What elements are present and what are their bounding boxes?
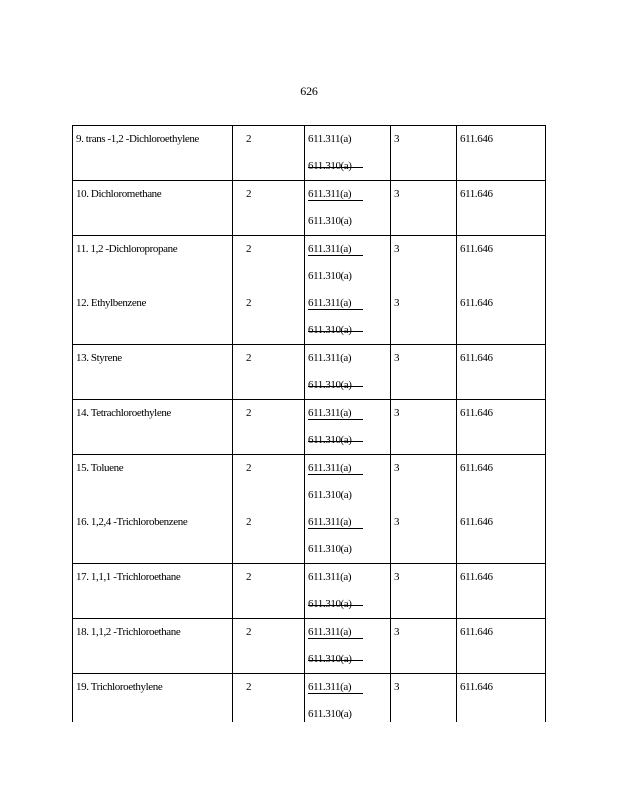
method-label: 611.646 (460, 407, 493, 419)
method-label: 611.646 (460, 516, 493, 528)
section-ref-new: 611.311(a) (308, 352, 352, 364)
method-label: 611.646 (460, 626, 493, 638)
section-ref-old: 611.310(a) (308, 215, 352, 227)
method-section (457, 126, 546, 181)
group-value: 2 (246, 462, 252, 474)
method-label: 611.646 (460, 133, 493, 145)
contaminant-name (73, 509, 233, 564)
contaminant-name (73, 345, 233, 400)
method-section (457, 290, 546, 345)
section-reference (305, 509, 391, 564)
method-label: 611.646 (460, 462, 493, 474)
table-row (73, 674, 546, 729)
group-value: 2 (246, 681, 252, 693)
group-number (233, 345, 305, 400)
section-ref-new: 611.311(a) (308, 682, 363, 694)
group-number (233, 400, 305, 455)
frequency-value (391, 674, 457, 729)
group-value: 2 (246, 297, 252, 309)
method-label: 611.646 (460, 188, 493, 200)
section-ref-new: 611.311(a) (308, 189, 363, 201)
contaminant-label: 16. 1,2,4 -Trichlorobenzene (76, 516, 188, 528)
method-label: 611.646 (460, 243, 493, 255)
page-number: 626 (300, 84, 318, 98)
section-ref-old: 611.310(a) (308, 654, 363, 665)
frequency-label: 3 (394, 407, 400, 419)
group-number (233, 181, 305, 236)
section-reference (305, 181, 391, 236)
method-section (457, 455, 546, 510)
section-ref-new: 611.311(a) (308, 408, 363, 420)
table-row (73, 290, 546, 345)
frequency-label: 3 (394, 243, 400, 255)
section-ref-new: 611.311(a) (308, 133, 352, 145)
frequency-label: 3 (394, 571, 400, 583)
method-label: 611.646 (460, 352, 493, 364)
contaminant-name (73, 619, 233, 674)
frequency-value (391, 181, 457, 236)
section-ref-old: 611.310(a) (308, 543, 352, 555)
contaminant-label: 10. Dichloromethane (76, 188, 162, 200)
section-ref-new: 611.311(a) (308, 244, 363, 256)
method-section (457, 236, 546, 291)
contaminant-name (73, 400, 233, 455)
group-number (233, 564, 305, 619)
table-row (73, 181, 546, 236)
frequency-value (391, 126, 457, 181)
table-row (73, 236, 546, 291)
contaminant-name (73, 290, 233, 345)
contaminant-label: 19. Trichloroethylene (76, 681, 163, 693)
frequency-label: 3 (394, 681, 400, 693)
table-row (73, 564, 546, 619)
frequency-label: 3 (394, 133, 400, 145)
group-number (233, 455, 305, 510)
table-body (73, 126, 546, 729)
frequency-value (391, 290, 457, 345)
table-row (73, 400, 546, 455)
method-label: 611.646 (460, 681, 493, 693)
section-ref-old: 611.310(a) (308, 325, 363, 336)
method-section (457, 674, 546, 729)
group-value: 2 (246, 352, 252, 364)
frequency-label: 3 (394, 297, 400, 309)
group-number (233, 509, 305, 564)
contaminant-label: 12. Ethylbenzene (76, 297, 146, 309)
group-number (233, 126, 305, 181)
method-section (457, 345, 546, 400)
section-reference (305, 126, 391, 181)
page-bottom-margin (0, 722, 618, 800)
section-reference (305, 345, 391, 400)
contaminant-name (73, 181, 233, 236)
section-reference (305, 455, 391, 510)
frequency-value (391, 619, 457, 674)
section-ref-new: 611.311(a) (308, 627, 363, 639)
table-row (73, 455, 546, 510)
section-reference (305, 236, 391, 291)
group-value: 2 (246, 516, 252, 528)
group-value: 2 (246, 407, 252, 419)
regulation-table (72, 125, 546, 728)
frequency-value (391, 345, 457, 400)
table-row (73, 345, 546, 400)
method-label: 611.646 (460, 297, 493, 309)
group-value: 2 (246, 571, 252, 583)
frequency-value (391, 400, 457, 455)
section-reference (305, 619, 391, 674)
frequency-label: 3 (394, 626, 400, 638)
section-ref-new: 611.311(a) (308, 517, 363, 529)
section-reference (305, 290, 391, 345)
contaminant-name (73, 455, 233, 510)
contaminant-name (73, 236, 233, 291)
method-label: 611.646 (460, 571, 493, 583)
section-ref-new: 611.311(a) (308, 463, 363, 475)
frequency-value (391, 455, 457, 510)
group-value: 2 (246, 626, 252, 638)
frequency-label: 3 (394, 352, 400, 364)
section-ref-old: 611.310(a) (308, 380, 363, 391)
contaminant-label: 15. Toluene (76, 462, 124, 474)
table-row (73, 619, 546, 674)
contaminant-label: 9. trans -1,2 -Dichloroethylene (76, 133, 199, 145)
section-ref-new: 611.311(a) (308, 571, 352, 583)
contaminant-name (73, 674, 233, 729)
table-row (73, 126, 546, 181)
group-number (233, 619, 305, 674)
contaminant-name (73, 564, 233, 619)
method-section (457, 509, 546, 564)
group-number (233, 290, 305, 345)
frequency-label: 3 (394, 516, 400, 528)
section-ref-old: 611.310(a) (308, 599, 363, 610)
group-number (233, 236, 305, 291)
frequency-label: 3 (394, 462, 400, 474)
contaminant-label: 11. 1,2 -Dichloropropane (76, 243, 178, 255)
contaminant-label: 18. 1,1,2 -Trichloroethane (76, 626, 181, 638)
section-ref-old: 611.310(a) (308, 435, 363, 446)
section-ref-old: 611.310(a) (308, 270, 352, 282)
section-ref-old: 611.310(a) (308, 708, 352, 720)
section-ref-new: 611.311(a) (308, 298, 363, 310)
frequency-value (391, 236, 457, 291)
frequency-value (391, 564, 457, 619)
section-reference (305, 674, 391, 729)
method-section (457, 400, 546, 455)
contaminant-label: 17. 1,1,1 -Trichloroethane (76, 571, 181, 583)
group-value: 2 (246, 243, 252, 255)
contaminant-label: 14. Tetrachloroethylene (76, 407, 171, 419)
section-reference (305, 400, 391, 455)
section-ref-old: 611.310(a) (308, 489, 352, 501)
method-section (457, 619, 546, 674)
frequency-value (391, 509, 457, 564)
method-section (457, 564, 546, 619)
section-ref-old: 611.310(a) (308, 161, 363, 172)
contaminant-label: 13. Styrene (76, 352, 122, 364)
table-row (73, 509, 546, 564)
group-value: 2 (246, 133, 252, 145)
method-section (457, 181, 546, 236)
section-reference (305, 564, 391, 619)
contaminant-name (73, 126, 233, 181)
group-value: 2 (246, 188, 252, 200)
frequency-label: 3 (394, 188, 400, 200)
group-number (233, 674, 305, 729)
